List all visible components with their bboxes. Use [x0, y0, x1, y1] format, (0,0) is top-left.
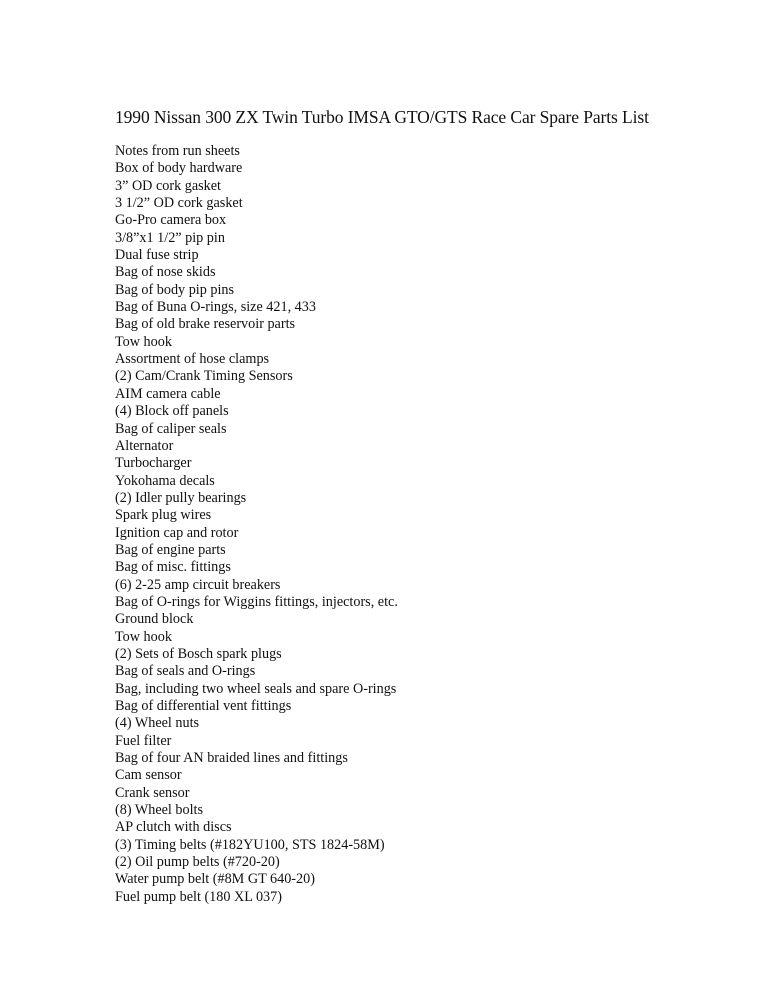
parts-list-item: Tow hook [115, 628, 172, 645]
parts-list-item: Bag of O-rings for Wiggins fittings, injectors, etc. [115, 593, 398, 610]
parts-list-item: Bag of engine parts [115, 541, 226, 558]
parts-list-item: Bag, including two wheel seals and spare O-rings [115, 680, 397, 697]
parts-list-item: Fuel filter [115, 732, 172, 749]
parts-list-item: Water pump belt (#8M GT 640-20) [115, 871, 315, 888]
parts-list-item: 3/8”x1 1/2” pip pin [115, 229, 225, 246]
parts-list-item: Dual fuse strip [115, 247, 199, 264]
parts-list-item: Bag of four AN braided lines and fittings [115, 750, 348, 767]
parts-list-item: 3 1/2” OD cork gasket [115, 195, 243, 212]
parts-list-item: Assortment of hose clamps [115, 351, 270, 368]
parts-list-item: AIM camera cable [115, 385, 221, 402]
parts-list [115, 143, 398, 906]
parts-list-item: (4) Wheel nuts [115, 715, 200, 732]
parts-list-item: (2) Cam/Crank Timing Sensors [115, 368, 293, 385]
parts-list-item: Notes from run sheets [115, 143, 240, 159]
parts-list-item: Box of body hardware [115, 160, 243, 177]
parts-list-item: (6) 2-25 amp circuit breakers [115, 576, 281, 593]
parts-list-item: 3” OD cork gasket [115, 177, 221, 194]
parts-list-item: Tow hook [115, 333, 172, 350]
parts-list-item: Bag of Buna O-rings, size 421, 433 [115, 299, 316, 316]
parts-list-item: Bag of nose skids [115, 264, 216, 281]
parts-list-item: (8) Wheel bolts [115, 802, 203, 819]
parts-list-item: (2) Oil pump belts (#720-20) [115, 854, 280, 871]
parts-list-item: Bag of old brake reservoir parts [115, 316, 296, 333]
parts-list-item: Yokohama decals [115, 472, 215, 489]
parts-list-item: Bag of body pip pins [115, 281, 235, 298]
parts-list-item: (2) Sets of Bosch spark plugs [115, 645, 282, 662]
parts-list-item: (2) Idler pully bearings [115, 489, 247, 506]
parts-list-item: (3) Timing belts (#182YU100, STS 1824-58M) [115, 836, 385, 853]
parts-list-item: Cam sensor [115, 767, 182, 784]
parts-list-item: Ignition cap and rotor [115, 524, 239, 541]
parts-list-item: Crank sensor [115, 784, 190, 801]
parts-list-item: Bag of seals and O-rings [115, 663, 256, 680]
parts-list-item: Bag of differential vent fittings [115, 698, 292, 714]
parts-list-item: Fuel pump belt (180 XL 037) [115, 888, 282, 905]
parts-list-item: (4) Block off panels [115, 403, 229, 420]
parts-list-item: Alternator [115, 437, 174, 454]
parts-list-item: Bag of misc. fittings [115, 559, 231, 576]
parts-list-item: Turbocharger [115, 455, 192, 472]
document-title: 1990 Nissan 300 ZX Twin Turbo IMSA GTO/GTS Race Car Spare Parts List [115, 107, 649, 127]
parts-list-item: Bag of caliper seals [115, 420, 227, 437]
parts-list-item: Go-Pro camera box [115, 212, 227, 229]
parts-list-item: AP clutch with discs [115, 819, 232, 836]
parts-list-item: Ground block [115, 611, 194, 628]
parts-list-item: Spark plug wires [115, 507, 212, 524]
